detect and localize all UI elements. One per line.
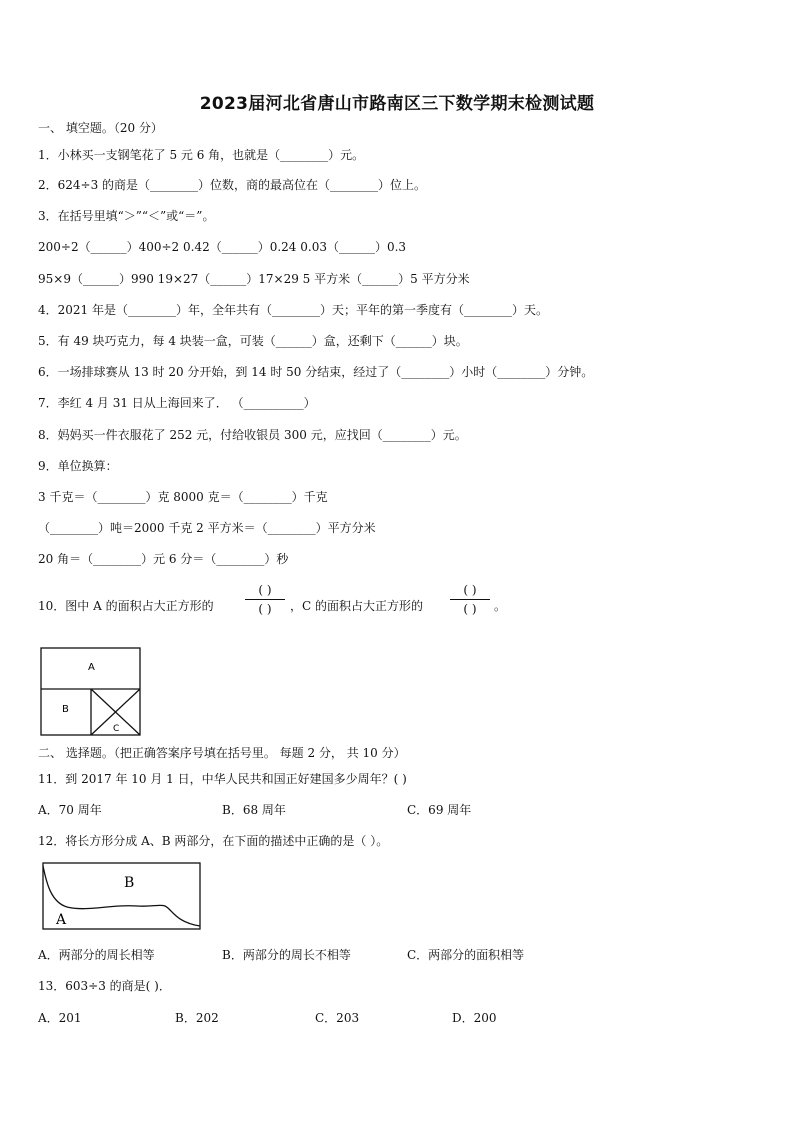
figure-10-square-diagram: [40, 647, 142, 737]
figure-12-label-a: A: [56, 912, 67, 928]
question-13-option-c: C．203: [315, 1011, 360, 1025]
question-1: 1．小林买一支钢笔花了 5 元 6 角，也就是（________）元。: [38, 148, 365, 162]
fraction-bar: [245, 599, 285, 600]
fraction-denominator: ( ): [258, 602, 272, 616]
fraction-denominator: ( ): [463, 602, 477, 616]
figure-10-label-a: A: [88, 662, 95, 673]
fraction-blank-a: [242, 582, 288, 617]
question-3-row-1: 200÷2（______）400÷2 0.42（______）0.24 0.03（______）0.3: [38, 240, 407, 254]
figure-10-label-c: C: [113, 724, 120, 734]
question-8: 8．妈妈买一件衣服花了 252 元，付给收银员 300 元，应找回（________）元。: [38, 428, 467, 442]
fraction-numerator: ( ): [258, 583, 272, 597]
question-9-row-2: （________）吨＝2000 千克 2 平方米＝（________）平方分米: [38, 521, 376, 535]
question-12-option-b: B．两部分的周长不相等: [222, 948, 351, 962]
fraction-blank-c: [447, 582, 493, 617]
question-13: 13．603÷3 的商是( )．: [38, 979, 171, 993]
question-3: 3．在括号里填“＞”“＜”或“＝”。: [38, 209, 215, 223]
question-11: 11．到 2017 年 10 月 1 日，中华人民共和国正好建国多少周年？( ): [38, 772, 407, 786]
question-9: 9．单位换算：: [38, 459, 118, 473]
question-13-option-a: A．201: [38, 1011, 82, 1025]
section-2-heading: 二、 选择题。（把正确答案序号填在括号里。 每题 2 分， 共 10 分）: [38, 746, 406, 760]
question-12-option-a: A．两部分的周长相等: [38, 948, 155, 962]
question-13-option-d: D．200: [452, 1011, 497, 1025]
question-12: 12．将长方形分成 A、B 两部分，在下面的描述中正确的是（ ）。: [38, 834, 389, 848]
question-9-row-3: 20 角＝（________）元 6 分＝（________）秒: [38, 552, 289, 566]
question-10-part-b: ，C 的面积占大正方形的: [290, 599, 423, 613]
question-6: 6．一场排球赛从 13 时 20 分开始，到 14 时 50 分结束，经过了（________）小时（________）分钟。: [38, 365, 594, 379]
question-11-option-c: C．69 周年: [407, 803, 472, 817]
section-1-heading: 一、 填空题。（20 分）: [38, 121, 163, 135]
question-9-row-1: 3 千克＝（________）克 8000 克＝（________）千克: [38, 490, 328, 504]
figure-10-label-b: B: [62, 704, 69, 715]
question-7: 7．李红 4 月 31 日从上海回来了． （__________）: [38, 396, 316, 410]
page-title: 2023届河北省唐山市路南区三下数学期末检测试题: [199, 94, 595, 114]
figure-12-label-b: B: [124, 875, 135, 891]
question-4: 4．2021 年是（________）年，全年共有（________）天；平年的第一季度有（________）天。: [38, 303, 548, 317]
question-11-option-a: A．70 周年: [38, 803, 102, 817]
fraction-numerator: ( ): [463, 583, 477, 597]
question-2: 2．624÷3 的商是（________）位数，商的最高位在（________）位上。: [38, 178, 427, 192]
question-10-end: 。: [494, 599, 507, 613]
question-13-option-b: B．202: [175, 1011, 219, 1025]
question-10-part-a: 10．图中 A 的面积占大正方形的: [38, 599, 214, 613]
question-3-row-2: 95×9（______）990 19×27（______）17×29 5 平方米（______）5 平方分米: [38, 272, 470, 286]
question-12-option-c: C．两部分的面积相等: [407, 948, 525, 962]
figure-12-dividing-curve: [43, 866, 200, 926]
figure-12-rectangle: [43, 863, 200, 929]
figure-12-rectangle-diagram: [42, 862, 202, 932]
question-11-option-b: B．68 周年: [222, 803, 286, 817]
fraction-bar: [450, 599, 490, 600]
question-5: 5．有 49 块巧克力，每 4 块装一盒，可装（______）盒，还剩下（______）块。: [38, 334, 468, 348]
